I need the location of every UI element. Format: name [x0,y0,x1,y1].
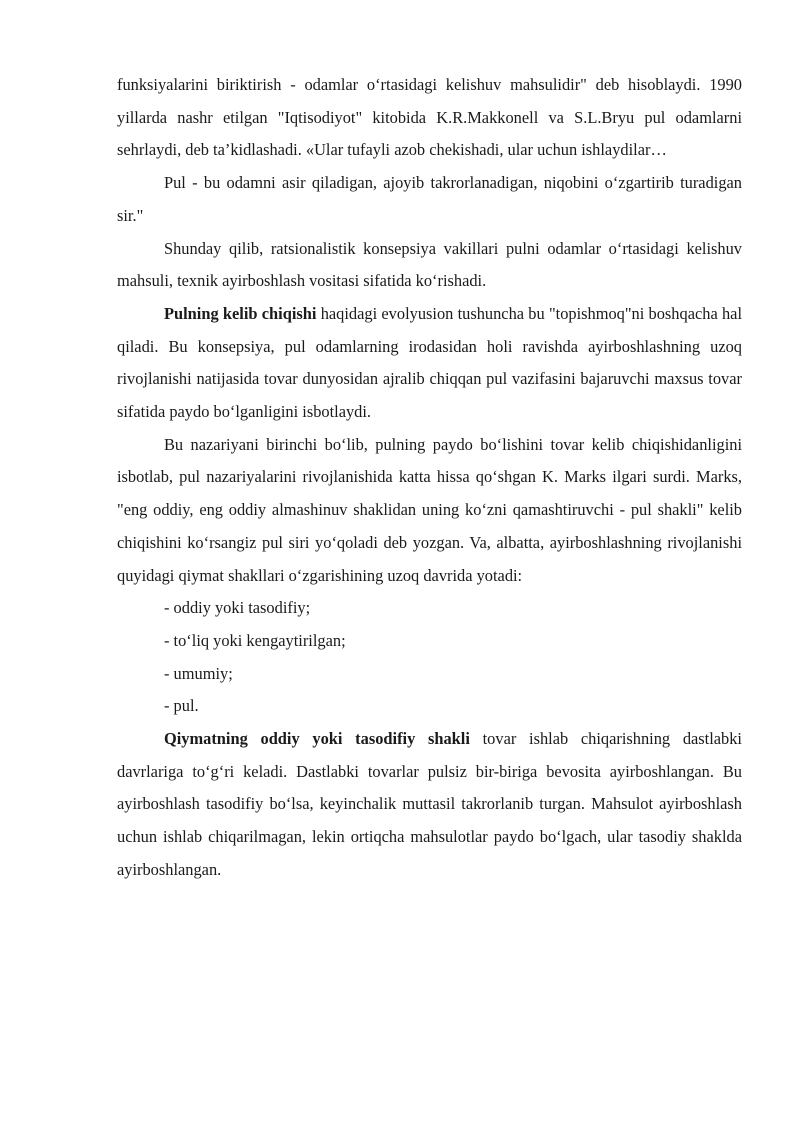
bold-term-origin-of-money: Pulning kelib chiqishi [164,303,317,323]
list-item: - umumiy; [164,663,233,683]
paragraph-rationalist-conclusion: Shunday qilib, ratsionalistik konsepsiya vakillari pulni odamlar o‘rtasidagi kelishuv mahsuli, texnik ayirboshlash vositasi sifatida ko‘rishadi. [117,238,742,291]
list-item: - pul. [164,696,199,716]
paragraph-continuation: funksiyalarini biriktirish - odamlar o‘rtasidagi kelishuv mahsulidir" deb hisoblaydi. 1990 yillarda nashr etilgan "Iqtisodiyot" kitobida K.R.Makkonell va S.L.Bryu pul odamlarni sehrlaydi, deb ta’kidlashadi. «Ular tufayli azob chekishadi, ular uchun ishlaydilar… [117,75,742,160]
paragraph-marks-theory: Bu nazariyani birinchi bo‘lib, pulning paydo bo‘lishini tovar kelib chiqishidanligini isbotlab, pul nazariyalarini rivojlanishida katta hissa qo‘shgan K. Marks ilgari surdi. Marks, "eng oddiy, eng oddiy almashinuv shaklidan uning ko‘zni qamashtiruvchi - pul shakli" kelib chiqishini ko‘rsangiz pul siri yo‘qoladi deb yozgan. Va, albatta, ayirboshlashning rivojlanishi quyidagi qiymat shakllari o‘zgarishining uzoq davrida yotadi: [117,434,742,585]
document-page [117,69,742,887]
paragraph-simple-form [117,723,742,887]
bold-term-simple-value-form: Qiymatning oddiy yoki tasodifiy shakli [164,729,470,749]
paragraph-text: haqidagi evolyusion tushuncha bu "topishmoq"ni boshqacha hal qiladi. Bu konsepsiya, pul odamlarning irodasidan holi ravishda ayirboshlashning uzoq rivojlanishi natijasida tovar dunyosidan ajralib chiqqan pul vazifasini bajaruvchi maxsus tovar sifatida paydo bo‘lganligini isbotlaydi. [117,303,742,422]
list-item: - to‘liq yoki kengaytirilgan; [164,630,346,650]
paragraph-text: tovar ishlab chiqarishning dastlabki davrlariga to‘g‘ri keladi. Dastlabki tovarlar pulsiz bir-biriga bevosita ayirboshlangan. Bu ayirboshlash tasodifiy bo‘lsa, keyinchalik muttasil takrorlanib turgan. Mahsulot ayirboshlash uchun ishlab chiqarilmagan, lekin ortiqcha mahsulotlar paydo bo‘lgach, ular tasodiy shaklda ayirboshlangan. [117,729,742,879]
paragraph-evolutionary-concept [117,298,742,429]
paragraph-quote-end: Pul - bu odamni asir qiladigan, ajoyib takrorlanadigan, niqobini o‘zgartirib turadigan sir." [117,173,742,225]
list-item: - oddiy yoki tasodifiy; [164,598,311,618]
